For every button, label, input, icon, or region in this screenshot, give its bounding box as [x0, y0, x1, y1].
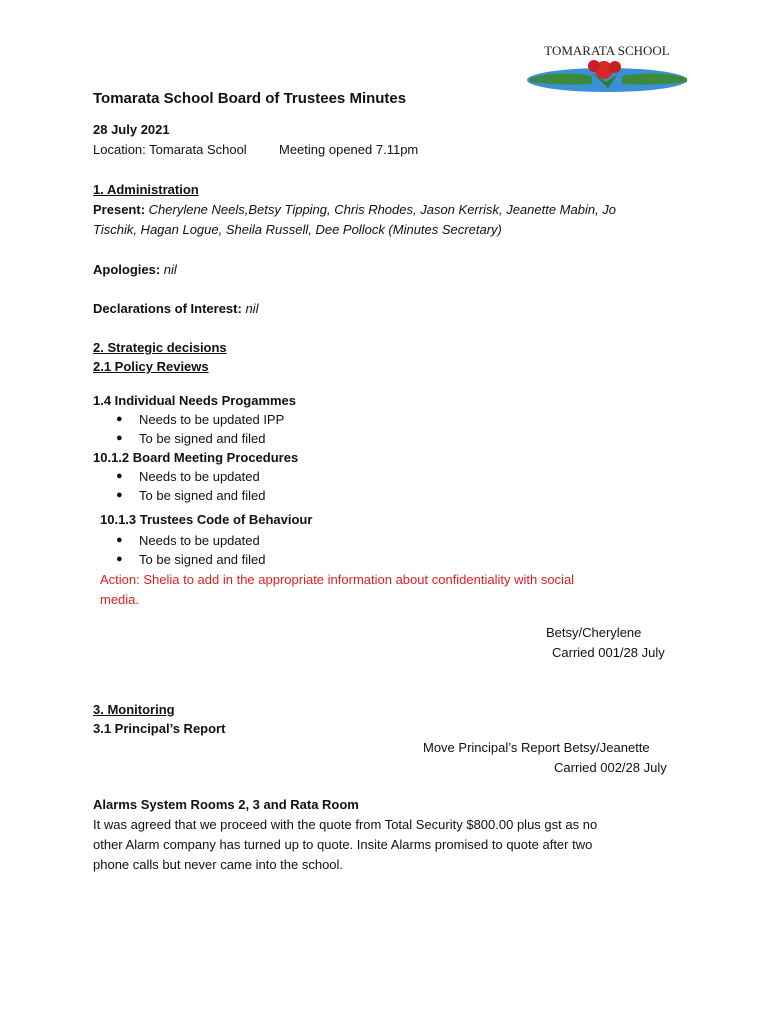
school-logo: [522, 40, 692, 102]
bullet-icon: ●: [116, 413, 123, 425]
policy-bullet: Needs to be updated: [139, 533, 260, 548]
action-line-2: media.: [100, 592, 140, 607]
logo-flower-2: [588, 60, 600, 72]
strategic-heading: 2. Strategic decisions: [93, 340, 227, 355]
meeting-location: Location: Tomarata School: [93, 142, 247, 157]
action-line-1: Action: Shelia to add in the appropriate information about confidentiality with social: [100, 572, 575, 587]
alarms-text-2: other Alarm company has turned up to quote. Insite Alarms promised to quote after two: [93, 837, 593, 852]
declarations-value: nil: [245, 301, 259, 316]
bullet-icon: ●: [116, 489, 123, 501]
logo-flower-3: [609, 61, 621, 73]
alarms-text-1: It was agreed that we proceed with the quote from Total Security $800.00 plus gst as no: [93, 817, 598, 832]
policy-bullet: Needs to be updated IPP: [139, 412, 285, 427]
present-names-1: Cherylene Neels,Betsy Tipping, Chris Rhodes, Jason Kerrisk, Jeanette Mabin, Jo: [148, 202, 617, 217]
principal-report-heading: 3.1 Principal’s Report: [93, 721, 226, 736]
principal-report-motion: Move Principal’s Report Betsy/Jeanette: [423, 740, 650, 755]
document-title: Tomarata School Board of Trustees Minutes: [93, 90, 407, 107]
motion-mover: Betsy/Cherylene: [546, 625, 642, 640]
alarms-text-3: phone calls but never came into the school.: [93, 857, 344, 872]
apologies-label: Apologies:: [93, 262, 161, 277]
policy-bullet: To be signed and filed: [139, 488, 266, 503]
bullet-icon: ●: [116, 432, 123, 444]
policy-bullet: To be signed and filed: [139, 431, 266, 446]
logo-text: TOMARATA SCHOOL: [544, 43, 670, 58]
apologies-value: nil: [163, 262, 177, 277]
declarations: [93, 299, 258, 318]
present-names-2: Tischik, Hagan Logue, Sheila Russell, Dee Pollock (Minutes Secretary): [93, 222, 502, 237]
motion-carried: Carried 001/28 July: [552, 645, 665, 660]
present-line-1: [93, 200, 616, 219]
policy-bullet: Needs to be updated: [139, 469, 260, 484]
present-label: Present:: [93, 202, 146, 217]
administration-heading: 1. Administration: [93, 182, 199, 197]
bullet-icon: ●: [116, 534, 123, 546]
principal-report-carried: Carried 002/28 July: [554, 760, 667, 775]
apologies: [93, 260, 177, 279]
policy-reviews-heading: 2.1 Policy Reviews: [93, 359, 209, 374]
policy-item-title: 10.1.2 Board Meeting Procedures: [93, 450, 299, 465]
policy-item-title: 10.1.3 Trustees Code of Behaviour: [100, 512, 313, 527]
meeting-opened: Meeting opened 7.11pm: [279, 142, 419, 157]
monitoring-heading: 3. Monitoring: [93, 702, 175, 717]
bullet-icon: ●: [116, 470, 123, 482]
alarms-heading: Alarms System Rooms 2, 3 and Rata Room: [93, 797, 359, 812]
policy-item-title: 1.4 Individual Needs Progammes: [93, 393, 297, 408]
meeting-date: 28 July 2021: [93, 122, 170, 137]
declarations-label: Declarations of Interest:: [93, 301, 242, 316]
policy-bullet: To be signed and filed: [139, 552, 266, 567]
bullet-icon: ●: [116, 553, 123, 565]
